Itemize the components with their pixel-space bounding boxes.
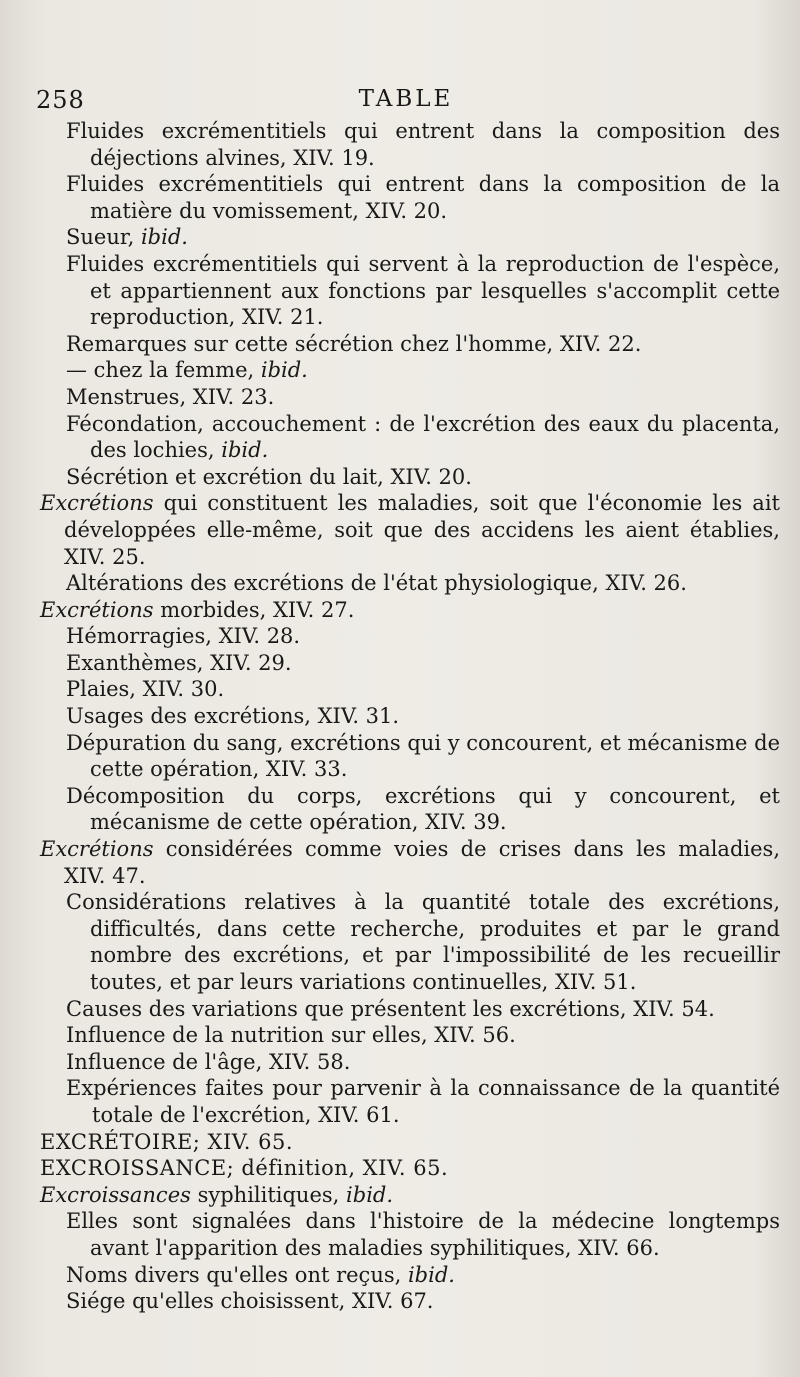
index-entry [40, 597, 780, 624]
entry-text: Siége qu'elles choisissent, XIV. 67. [66, 1289, 434, 1314]
index-entry [40, 118, 780, 171]
index-entry [40, 251, 780, 331]
index-entry [40, 730, 780, 783]
entry-text: Sueur, [66, 225, 141, 250]
index-entries [40, 118, 780, 1315]
index-entry [40, 490, 780, 570]
index-entry [40, 570, 780, 597]
index-entry [40, 1155, 780, 1182]
index-entry [40, 1049, 780, 1076]
entry-reference-ibid: ibid. [140, 225, 188, 250]
entry-text: Exanthèmes, XIV. 29. [66, 650, 292, 675]
entry-text: Considérations relatives à la quantité totale des excrétions, difficultés, dans cette recherche, produites et par le grand nombre des excrétions, et par l'impossibilité de les recueillir toutes, et par leurs variations continuelles, XIV. 51. [66, 890, 780, 994]
entry-text: Expériences faites pour parvenir à la connaissance de la quantité totale de l'excrétion, XIV. 61. [66, 1076, 780, 1127]
entry-text: Noms divers qu'elles ont reçus, [66, 1262, 408, 1287]
index-entry [40, 1075, 780, 1128]
index-entry [40, 171, 780, 224]
entry-text: EXCRÉTOIRE; XIV. 65. [40, 1129, 294, 1154]
entry-headword: Excrétions [40, 491, 154, 516]
entry-text: Influence de l'âge, XIV. 58. [66, 1049, 351, 1074]
index-entry [40, 1262, 780, 1289]
entry-headword: Excrétions [40, 597, 154, 622]
index-entry [40, 464, 780, 491]
entry-text: Usages des excrétions, XIV. 31. [66, 704, 400, 729]
entry-reference-ibid: ibid. [407, 1262, 455, 1287]
entry-headword: Excrétions [40, 837, 154, 862]
index-entry [40, 650, 780, 677]
entry-text: Fluides excrémentitiels qui entrent dans la composition des déjections alvines, XIV. 19. [66, 119, 780, 170]
index-entry [40, 889, 780, 995]
entry-text: Dépuration du sang, excrétions qui y concourent, et mécanisme de cette opération, XIV. 33. [66, 730, 780, 782]
page-number: 258 [36, 86, 85, 114]
entry-text: Sécrétion et excrétion du lait, XIV. 20. [66, 464, 472, 489]
entry-text: Fluides excrémentitiels qui servent à la reproduction de l'espèce, et appartiennent aux fonctions par lesquelles s'accomplit cette reproduction, XIV. 21. [66, 251, 780, 330]
index-entry [40, 411, 780, 464]
index-entry [40, 1208, 780, 1261]
index-entry [40, 836, 780, 889]
index-entry [40, 384, 780, 411]
entry-text: Altérations des excrétions de l'état physiologique, XIV. 26. [66, 571, 687, 596]
entry-text: Plaies, XIV. 30. [66, 677, 225, 702]
page-header [36, 86, 776, 116]
index-entry [40, 676, 780, 703]
index-entry [40, 1182, 780, 1209]
entry-text: — chez la femme, [66, 358, 261, 383]
entry-reference-ibid: ibid. [346, 1182, 394, 1207]
index-entry [40, 1022, 780, 1049]
entry-text: qui constituent les maladies, soit que l'économie les ait développées elle-même, soit que des accidens les aient établies, XIV. 25. [64, 491, 780, 569]
entry-text: Influence de la nutrition sur elles, XIV. 56. [66, 1023, 516, 1048]
entry-text: Remarques sur cette sécrétion chez l'homme, XIV. 22. [66, 331, 642, 356]
entry-text: Fluides excrémentitiels qui entrent dans la composition de la matière du vomissement, XIV. 20. [66, 172, 780, 223]
entry-text: Hémorragies, XIV. 28. [66, 624, 301, 649]
entry-headword: Excroissances [40, 1182, 191, 1207]
index-entry [40, 996, 780, 1023]
entry-text: Elles sont signalées dans l'histoire de la médecine longtemps avant l'apparition des maladies syphilitiques, XIV. 66. [66, 1209, 780, 1260]
index-entry [40, 357, 780, 384]
entry-text: Décomposition du corps, excrétions qui y concourent, et mécanisme de cette opération, XIV. 39. [66, 783, 780, 835]
index-entry [40, 783, 780, 836]
entry-text: Fécondation, accouchement : de l'excrétion des eaux du placenta, des lochies, [66, 411, 780, 463]
entry-reference-ibid: ibid. [260, 358, 308, 383]
running-title: TABLE [358, 86, 454, 112]
entry-text: Causes des variations que présentent les excrétions, XIV. 54. [66, 996, 715, 1021]
index-entry [40, 623, 780, 650]
entry-text: considérées comme voies de crises dans les maladies, XIV. 47. [64, 837, 780, 888]
index-entry [40, 331, 780, 358]
index-entry [40, 224, 780, 251]
entry-text: Menstrues, XIV. 23. [66, 384, 275, 409]
index-entry [40, 703, 780, 730]
index-entry [40, 1129, 780, 1156]
entry-reference-ibid: ibid. [221, 438, 269, 463]
entry-text: syphilitiques, [190, 1182, 347, 1207]
entry-text: EXCROISSANCE; définition, XIV. 65. [40, 1156, 449, 1181]
index-entry [40, 1288, 780, 1315]
entry-text: morbides, XIV. 27. [153, 597, 355, 622]
